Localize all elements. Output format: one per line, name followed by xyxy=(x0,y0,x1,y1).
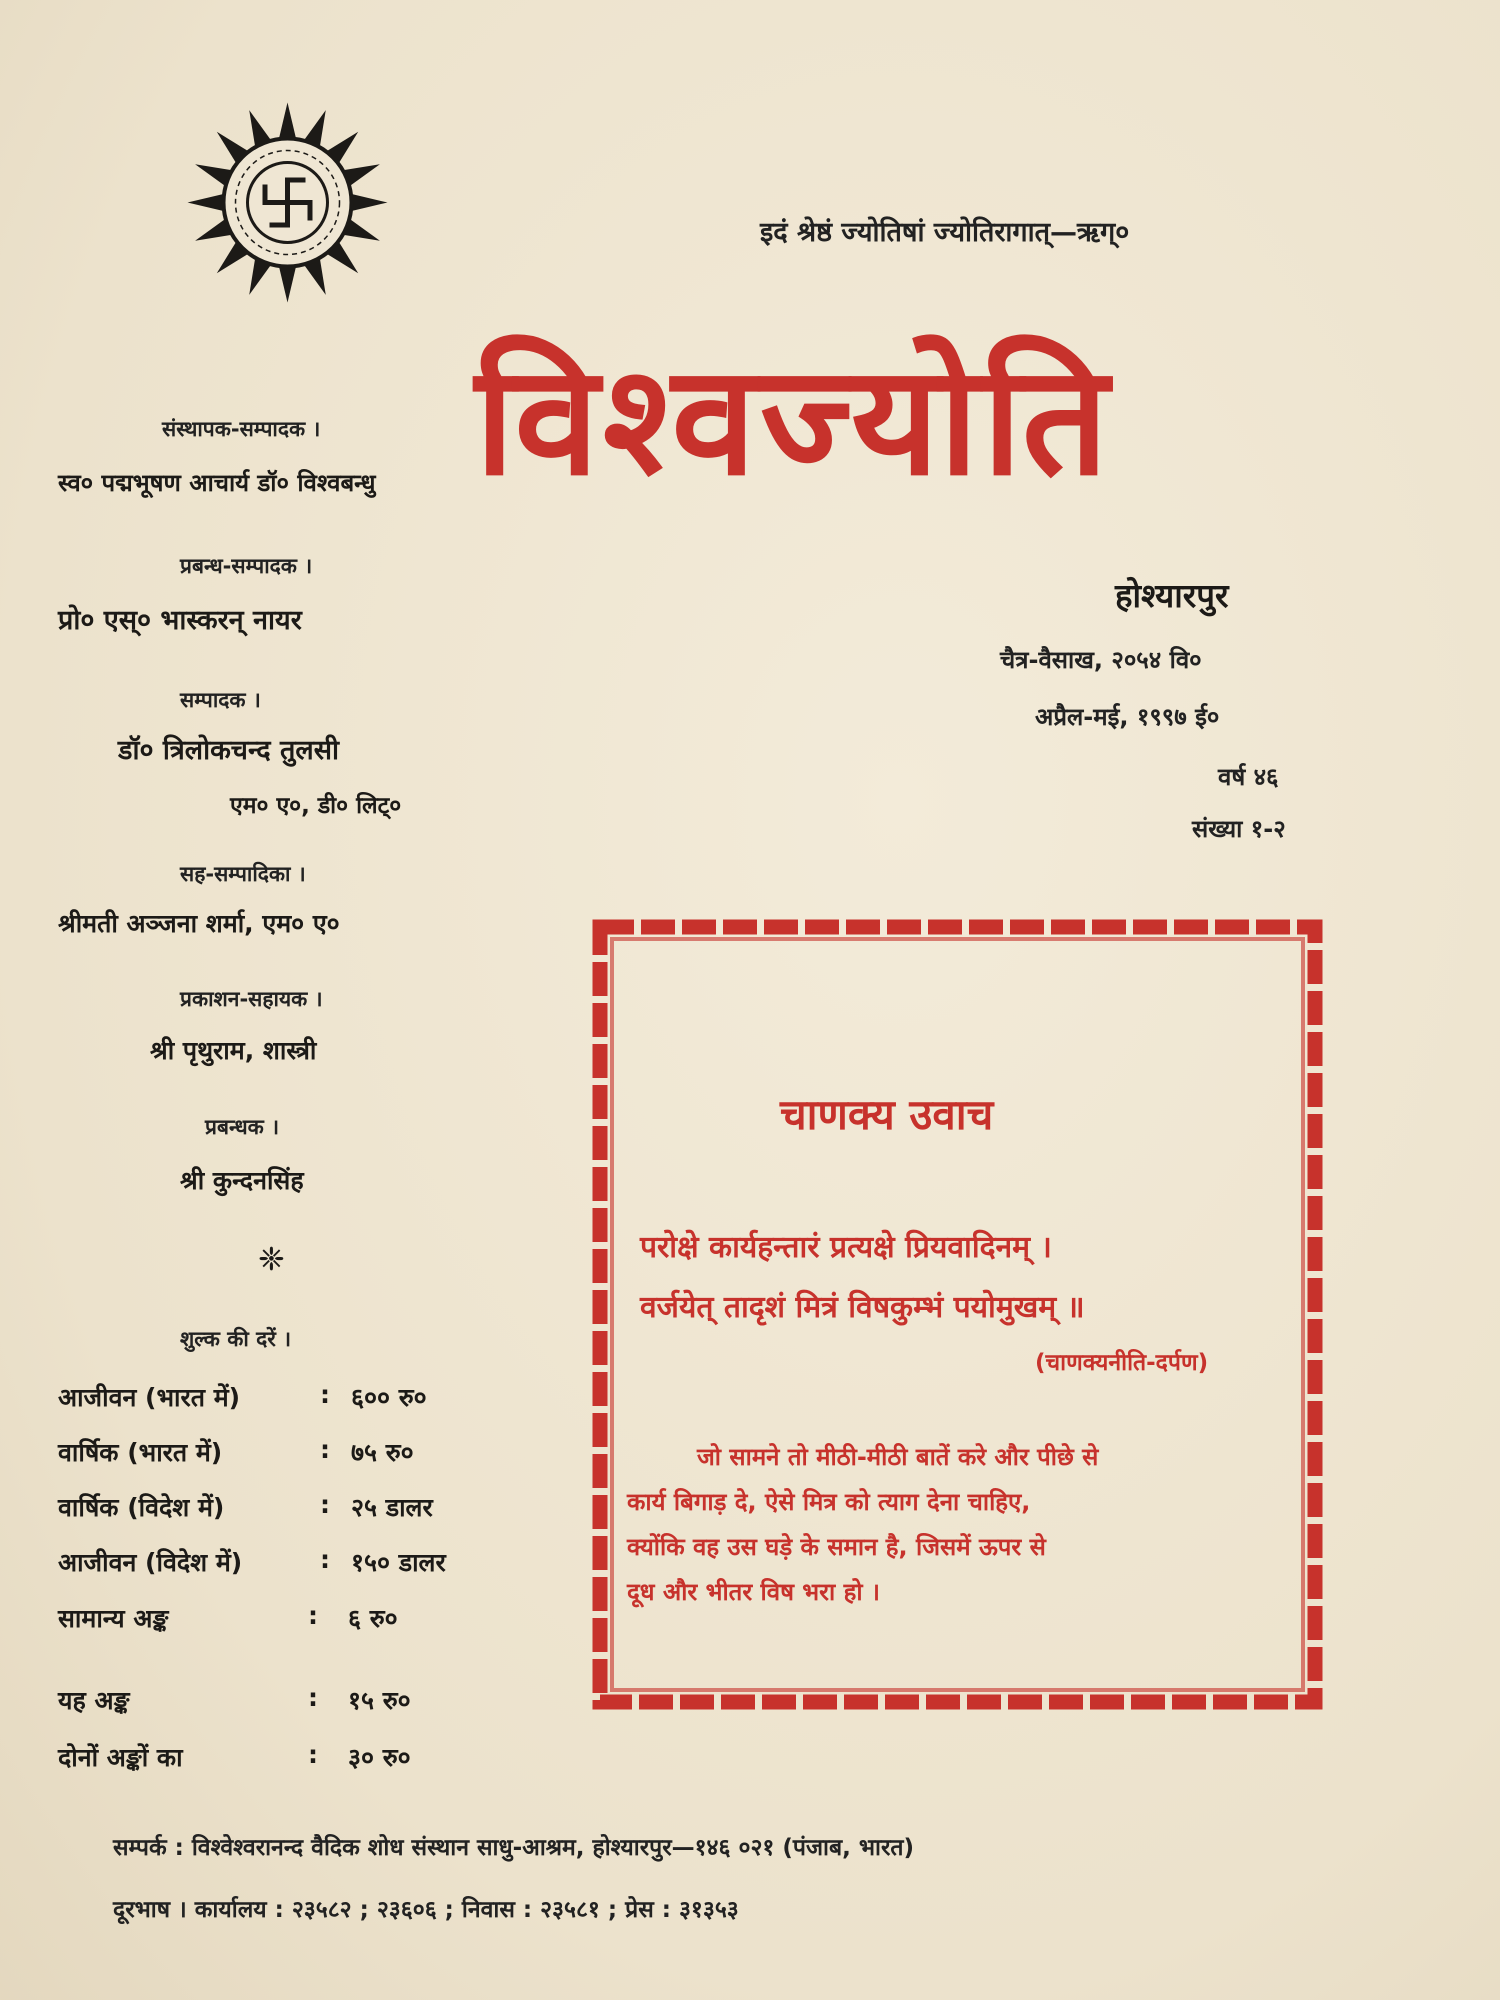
fee-value: ७५ रु० xyxy=(351,1438,414,1467)
meaning-line: कार्य बिगाड़ दे, ऐसे मित्र को त्याग देना चाहिए, xyxy=(627,1488,1031,1516)
fee-row xyxy=(58,1601,518,1641)
fee-row xyxy=(58,1740,518,1780)
staff-role-publication-assistant: प्रकाशन-सहायक । xyxy=(180,987,323,1011)
vikram-date: चैत्र-वैसाख, २०५४ वि० xyxy=(1000,646,1202,674)
shloka-line-1: परोक्षे कार्यहन्तारं प्रत्यक्षे प्रियवादिनम् । xyxy=(640,1230,1052,1265)
meaning-line: दूध और भीतर विष भरा हो । xyxy=(627,1578,880,1606)
fee-label: वार्षिक (विदेश में) xyxy=(58,1493,225,1522)
fee-label: दोनों अङ्कों का xyxy=(58,1743,183,1772)
fee-row xyxy=(58,1545,518,1585)
fee-colon: : xyxy=(308,1740,318,1769)
issue-number: संख्या १-२ xyxy=(1192,815,1286,843)
meaning-line: क्योंकि वह उस घड़े के समान है, जिसमें ऊपर से xyxy=(627,1533,1046,1561)
fee-label: सामान्य अङ्क xyxy=(58,1604,169,1633)
phone-numbers: दूरभाष । कार्यालय : २३५८२ ; २३६०६ ; निवास : २३५८१ ; प्रेस : ३१३५३ xyxy=(113,1897,739,1923)
fees-heading: शुल्क की दरें । xyxy=(180,1327,292,1351)
staff-role-manager: प्रबन्धक । xyxy=(205,1115,280,1139)
staff-role-editor: सम्पादक । xyxy=(180,688,261,712)
fee-value: ३० रु० xyxy=(348,1743,411,1772)
fee-value: २५ डालर xyxy=(351,1493,433,1522)
fee-value: ६ रु० xyxy=(348,1604,398,1633)
staff-name-founder: स्व० पद्मभूषण आचार्य डॉ० विश्वबन्धु xyxy=(58,469,376,497)
staff-role-founder: संस्थापक-सम्पादक । xyxy=(162,417,321,441)
fee-label: यह अङ्क xyxy=(58,1686,130,1715)
fee-value: १५० डालर xyxy=(351,1548,446,1577)
fee-colon: : xyxy=(308,1601,318,1630)
publication-place: होश्यारपुर xyxy=(1115,576,1229,615)
fee-colon: : xyxy=(320,1545,330,1574)
fee-colon: : xyxy=(320,1435,330,1464)
fee-colon: : xyxy=(320,1490,330,1519)
fee-colon: : xyxy=(308,1683,318,1712)
fee-label: वार्षिक (भारत में) xyxy=(58,1438,223,1467)
meaning-line: जो सामने तो मीठी-मीठी बातें करे और पीछे से xyxy=(697,1443,1099,1471)
sun-emblem-logo xyxy=(185,100,390,305)
fee-value: ६०० रु० xyxy=(351,1383,427,1412)
staff-name-co-editor: श्रीमती अञ्जना शर्मा, एम० ए० xyxy=(58,909,340,938)
staff-role-managing-editor: प्रबन्ध-सम्पादक । xyxy=(180,554,313,578)
fee-colon: : xyxy=(320,1380,330,1409)
quote-meaning xyxy=(627,1435,1287,1615)
fee-row xyxy=(58,1683,518,1723)
quote-source: (चाणक्यनीति-दर्पण) xyxy=(1035,1350,1209,1376)
magazine-title: विश्वज्योति xyxy=(475,332,1113,509)
ornament-icon: ❈ xyxy=(258,1240,285,1278)
volume-year: वर्ष ४६ xyxy=(1218,763,1279,791)
fee-row xyxy=(58,1435,518,1475)
fee-row xyxy=(58,1490,518,1530)
gregorian-date: अप्रैल-मई, १९९७ ई० xyxy=(1035,703,1220,731)
fee-value: १५ रु० xyxy=(348,1686,411,1715)
staff-name-managing-editor: प्रो० एस्० भास्करन् नायर xyxy=(58,605,302,636)
fee-row xyxy=(58,1380,518,1420)
shloka-line-2: वर्जयेत् तादृशं मित्रं विषकुम्भं पयोमुखम् ॥ xyxy=(640,1290,1085,1325)
staff-name-editor: डॉ० त्रिलोकचन्द तुलसी xyxy=(118,735,339,766)
staff-degree-editor: एम० ए०, डी० लिट्० xyxy=(230,793,402,819)
staff-role-co-editor: सह-सम्पादिका । xyxy=(180,862,306,886)
vedic-motto: इदं श्रेष्ठं ज्योतिषां ज्योतिरागात्—ऋग्० xyxy=(760,217,1130,248)
fee-label: आजीवन (विदेश में) xyxy=(58,1548,243,1577)
quote-title: चाणक्य उवाच xyxy=(780,1090,994,1139)
staff-name-manager: श्री कुन्दनसिंह xyxy=(180,1166,304,1195)
staff-name-publication-assistant: श्री पृथुराम, शास्त्री xyxy=(150,1036,317,1065)
contact-address: सम्पर्क : विश्वेश्वरानन्द वैदिक शोध संस्थान साधु-आश्रम, होश्यारपुर—१४६ ०२१ (पंजाब, भारत) xyxy=(113,1835,915,1861)
fee-label: आजीवन (भारत में) xyxy=(58,1383,241,1412)
